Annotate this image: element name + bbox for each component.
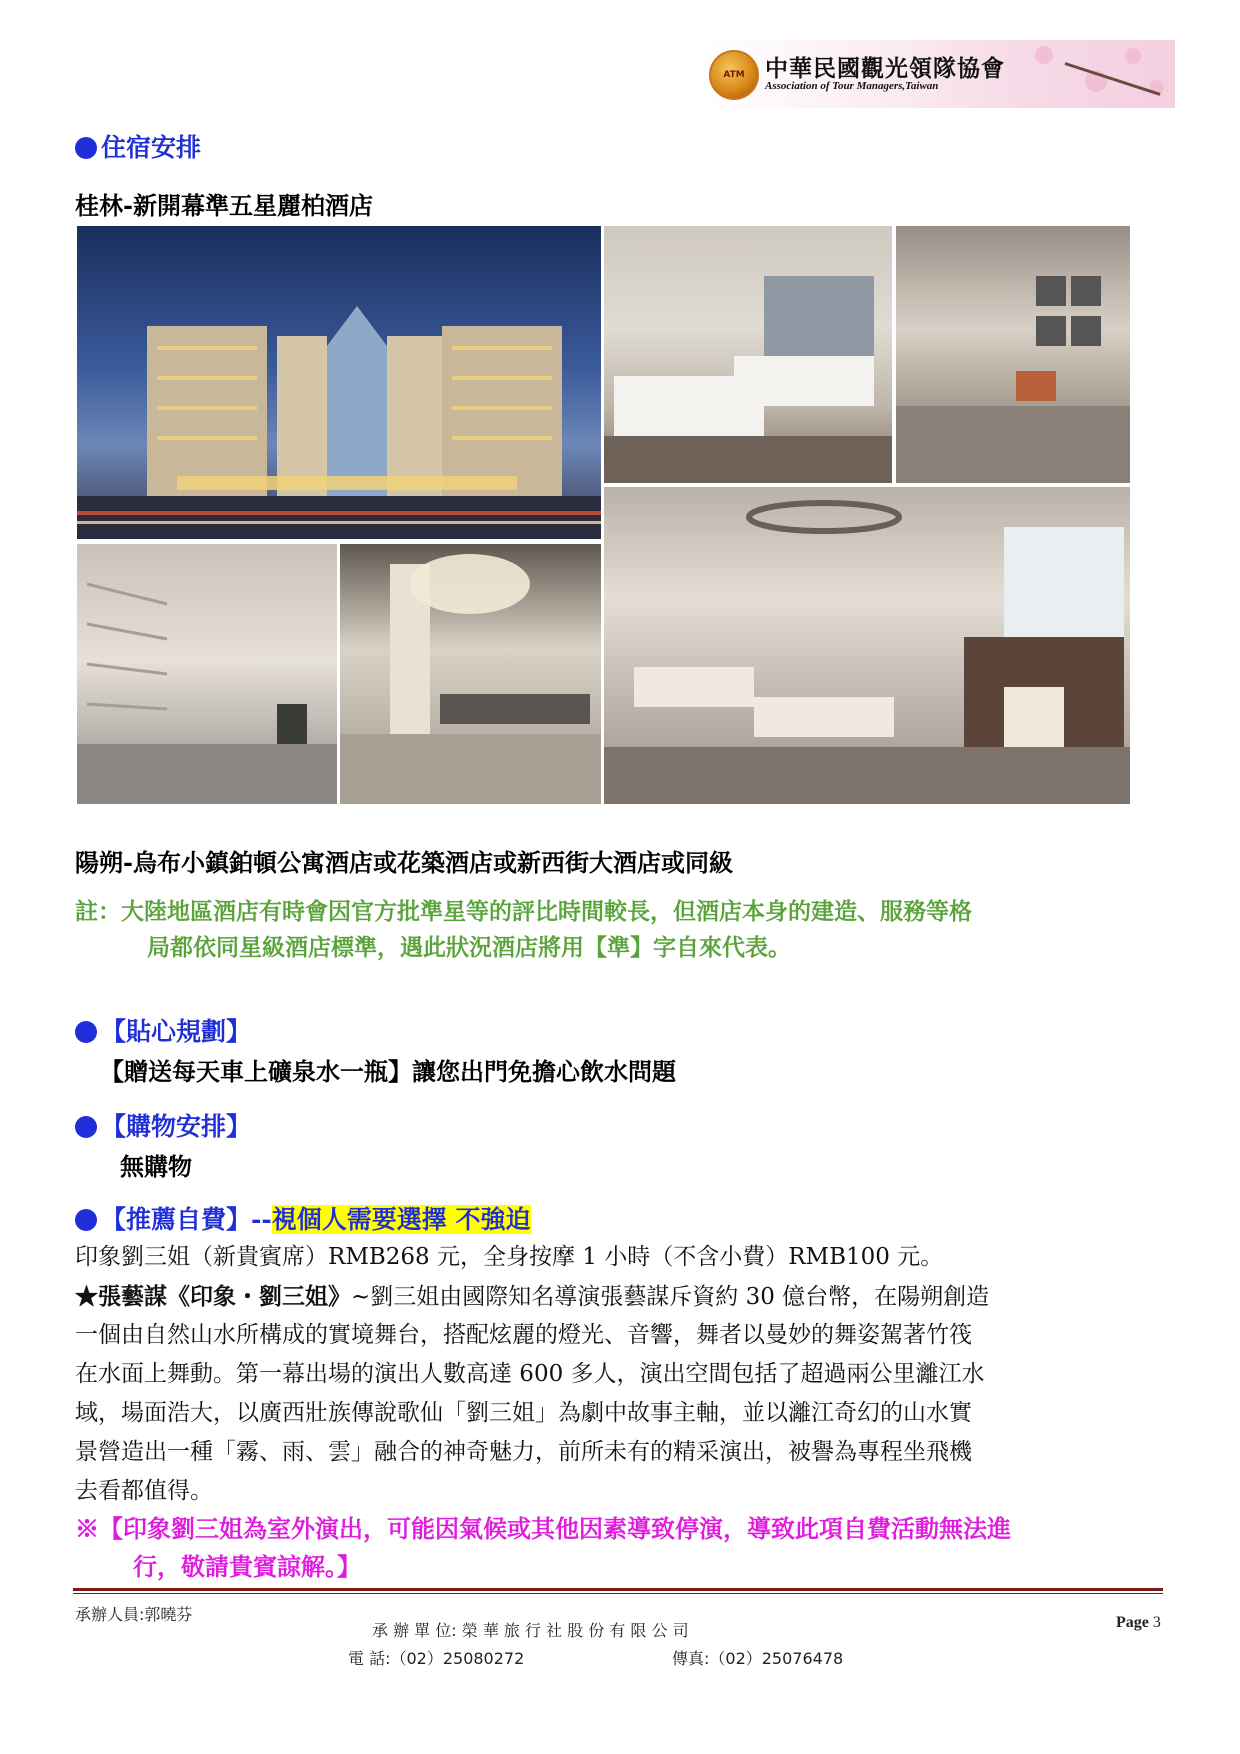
- optional-highlight: 視個人需要選擇 不強迫: [271, 1205, 531, 1234]
- care-title: 【貼心規劃】: [101, 1017, 252, 1046]
- show-name: 《印象・劉三姐》: [167, 1283, 351, 1310]
- hotel-note-line2: 局都依同星級酒店標準，遇此狀況酒店將用【準】字自來代表。: [147, 934, 791, 961]
- footer-fax: 傳真:（02）25076478: [672, 1649, 844, 1668]
- footer-company: 承 辦 單 位: 榮 華 旅 行 社 股 份 有 限 公 司: [372, 1621, 689, 1640]
- show-desc-line: 域，場面浩大，以廣西壯族傳說歌仙「劉三姐」為劇中故事主軸，並以灕江奇幻的山水實: [75, 1400, 972, 1426]
- bullet-icon: [75, 1021, 97, 1043]
- show-desc-line: 景營造出一種「霧、雨、雲」融合的神奇魅力，前所未有的精采演出，被譽為專程坐飛機: [75, 1439, 972, 1465]
- association-seal-icon: ATM: [709, 50, 759, 100]
- care-text: 【贈送每天車上礦泉水一瓶】讓您出門免擔心飲水問題: [100, 1057, 676, 1086]
- hotel-restaurant-photo: [604, 487, 1130, 804]
- hotel-guilin: 桂林-新開幕準五星麗柏酒店: [75, 191, 373, 220]
- optional-title: 【推薦自費】: [101, 1205, 252, 1234]
- bullet-icon: [75, 137, 97, 159]
- hotel-lounge-photo: [896, 226, 1130, 483]
- footer-rule: [73, 1588, 1163, 1591]
- footer-page-number: [1116, 1614, 1161, 1632]
- star-director: ★張藝謀: [75, 1283, 167, 1310]
- shopping-text: 無購物: [120, 1152, 192, 1181]
- show-desc-line: 去看都值得。: [75, 1478, 213, 1504]
- show-desc-line: 一個由自然山水所構成的實境舞台，搭配炫麗的燈光、音響，舞者以曼妙的舞姿駕著竹筏: [75, 1322, 972, 1348]
- shopping-title: 【購物安排】: [101, 1112, 252, 1141]
- weather-warning-line2: 行，敬請貴賓諒解。】: [133, 1552, 361, 1581]
- hotel-note-line1: 註：大陸地區酒店有時會因官方批準星等的評比時間較長，但酒店本身的建造、服務等格: [75, 898, 972, 925]
- hotel-lobby-photo: [340, 544, 601, 804]
- shopping-heading: [75, 1107, 251, 1143]
- org-name-en: Association of Tour Managers,Taiwan: [765, 80, 939, 92]
- footer-phone: 電 話:（02）25080272: [348, 1649, 525, 1668]
- optional-price-line: 印象劉三姐（新貴賓席）RMB268 元，全身按摩 1 小時（不含小費）RMB100 元。: [75, 1244, 944, 1270]
- optional-heading: [75, 1200, 531, 1236]
- blossom-decoration: [1125, 48, 1141, 64]
- footer-handler: 承辦人員:郭曉芬: [75, 1605, 193, 1624]
- blossom-decoration: [1035, 46, 1053, 64]
- show-desc-first: ~劉三姐由國際知名導演張藝謀斥資約 30 億台幣，在陽朔創造: [351, 1284, 990, 1310]
- guest-room-photo: [604, 226, 892, 483]
- care-heading: [75, 1012, 251, 1048]
- show-intro-line: [75, 1277, 989, 1317]
- page-label: Page: [1116, 1614, 1149, 1631]
- header-logo: [705, 40, 1175, 108]
- weather-warning-line1: ※【印象劉三姐為室外演出，可能因氣候或其他因素導致停演，導致此項自費活動無法進: [75, 1514, 1011, 1543]
- optional-dash: --: [251, 1205, 272, 1234]
- bullet-icon: [75, 1209, 97, 1231]
- page-num: 3: [1152, 1614, 1161, 1631]
- hotel-library-photo: [77, 544, 337, 804]
- accommodation-title: 住宿安排: [101, 133, 202, 162]
- hotel-exterior-photo: [77, 226, 601, 539]
- org-name-zh: 中華民國觀光領隊協會: [765, 55, 1005, 82]
- accommodation-heading: [75, 128, 201, 164]
- show-desc-line: 在水面上舞動。第一幕出場的演出人數高達 600 多人，演出空間包括了超過兩公里灕江水: [75, 1361, 985, 1387]
- footer-rule: [73, 1593, 1163, 1594]
- hotel-yangshuo: 陽朔-烏布小鎮鉑頓公寓酒店或花築酒店或新西街大酒店或同級: [75, 848, 733, 877]
- bullet-icon: [75, 1116, 97, 1138]
